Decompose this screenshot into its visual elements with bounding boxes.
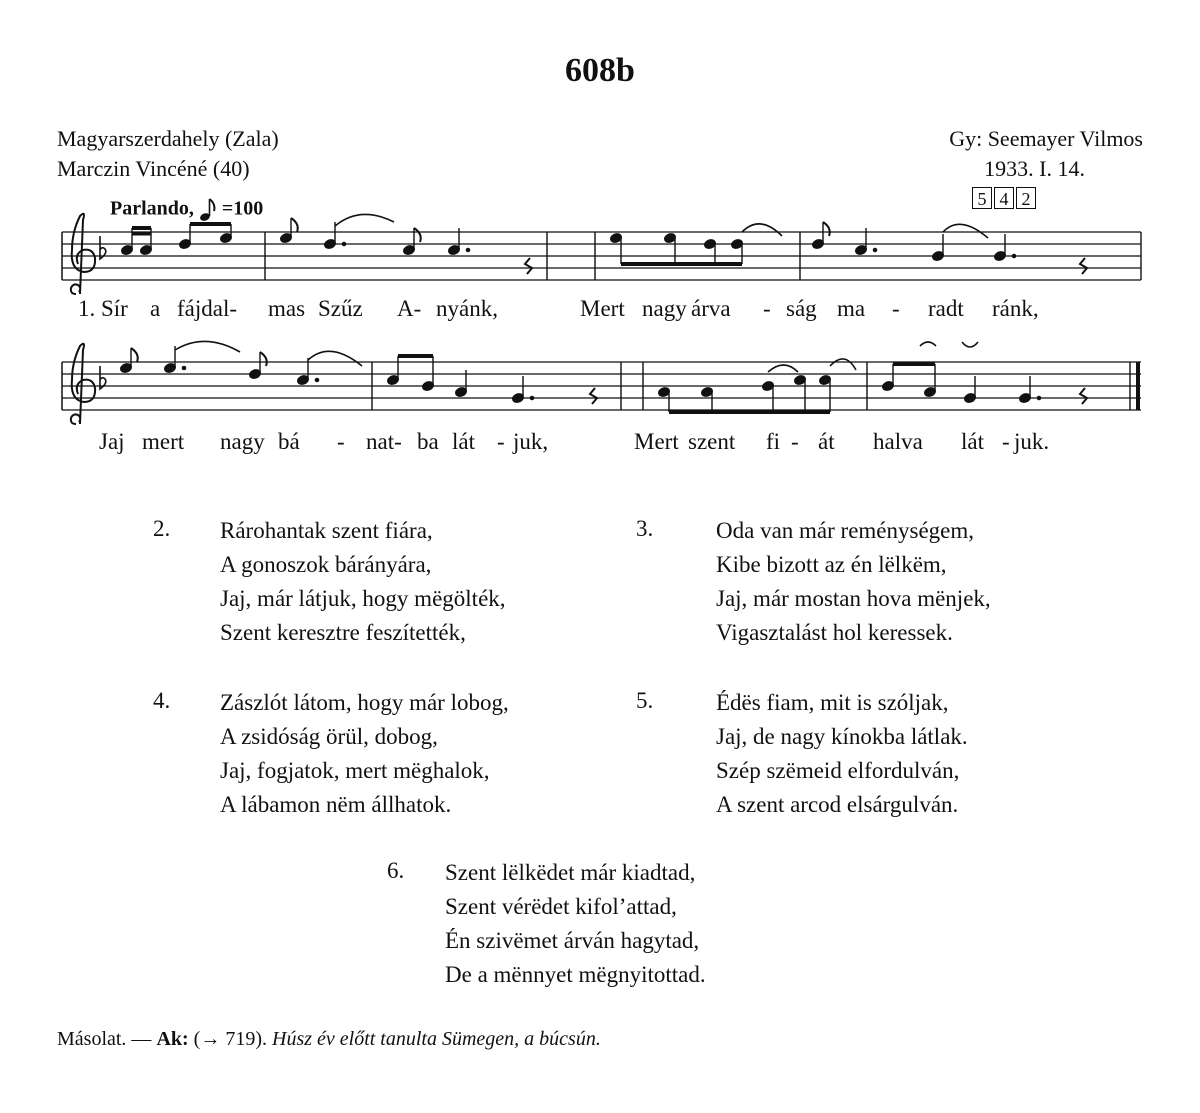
verse-text xyxy=(716,686,968,822)
lyric-syllable: nagy xyxy=(642,296,687,321)
collector-name: Gy: Seemayer Vilmos xyxy=(949,126,1143,151)
lyric-syllable: Szűz xyxy=(318,296,363,321)
lyric-syllable: ma xyxy=(837,296,866,321)
footer-ak-label: Ak: xyxy=(156,1028,189,1050)
footer-copy: Másolat. — xyxy=(57,1028,152,1050)
tempo-label: Parlando, xyxy=(110,197,194,220)
lyric-syllable: bá xyxy=(278,429,300,454)
verse-line: Édës fiam, mit is szóljak, xyxy=(716,690,949,715)
lyric-syllable: mas xyxy=(268,296,306,321)
verse-number: 4. xyxy=(153,688,171,713)
verse-line: Szent keresztre feszítették, xyxy=(220,620,466,645)
footer-remark: Húsz év előtt tanulta Sümegen, a búcsún. xyxy=(272,1028,601,1050)
singer-name: Marczin Vincéné (40) xyxy=(57,156,250,181)
verse-line: Szép szëmeid elfordulván, xyxy=(716,758,960,783)
lyric-syllable: fájdal- xyxy=(177,296,238,321)
lyric-syllable: radt xyxy=(928,296,964,321)
verse-line: Vigasztalást hol keressek. xyxy=(716,620,953,645)
verse-line: A lábamon nëm állhatok. xyxy=(220,792,452,817)
verse-line: Én szivëmet árván hagytad, xyxy=(445,928,700,953)
verse-line: Oda van már reménységem, xyxy=(716,518,975,543)
verse-text xyxy=(220,514,506,650)
lyric-syllable: - xyxy=(337,429,345,454)
collection-place: Magyarszerdahely (Zala) xyxy=(57,126,279,151)
verse-line: Szent vérëdet kifol’attad, xyxy=(445,894,677,919)
verse-line: Jaj, fogjatok, mert mëghalok, xyxy=(220,758,490,783)
verse-text xyxy=(716,514,991,650)
lyric-syllable: mert xyxy=(142,429,185,454)
lyric-syllable: nagy xyxy=(220,429,265,454)
tempo-value: =100 xyxy=(221,197,264,220)
notes-line-2 xyxy=(119,341,1087,412)
footer-note xyxy=(57,1028,601,1051)
lyric-syllable: ba xyxy=(417,429,439,454)
verse-line: Szent lëlkëdet már kiadtad, xyxy=(445,860,696,885)
verse-line: Zászlót látom, hogy már lobog, xyxy=(220,690,509,715)
verse-line: Jaj, de nagy kínokba látlak. xyxy=(716,724,968,749)
box-number: 5 xyxy=(972,187,992,209)
verse-line: A szent arcod elsárgulván. xyxy=(716,792,959,817)
lyric-syllable: A- xyxy=(397,296,422,321)
lyric-syllable: nat- xyxy=(366,429,402,454)
lyric-syllable: halva xyxy=(873,429,923,454)
verse-number: 3. xyxy=(636,516,654,541)
treble-clef-icon xyxy=(71,214,95,294)
verse-line: De a mënnyet mëgnyitottad. xyxy=(445,962,706,987)
collection-date: 1933. I. 14. xyxy=(984,156,1085,181)
verse-number: 5. xyxy=(636,688,654,713)
verse-line: Jaj, már mostan hova mënjek, xyxy=(716,586,991,611)
verse-number: 6. xyxy=(387,858,405,883)
lyric-syllable: - xyxy=(763,296,771,321)
lyric-syllable: - xyxy=(791,429,799,454)
verse-line: A zsidóság örül, dobog, xyxy=(220,724,438,749)
box-number: 2 xyxy=(1016,187,1036,209)
lyric-syllable: lát xyxy=(452,429,475,454)
verse-line: Rárohantak szent fiára, xyxy=(220,518,433,543)
lyric-syllable: nyánk, xyxy=(436,296,498,321)
verse-text xyxy=(220,686,509,822)
footer-reference: (→ 719). xyxy=(193,1028,267,1050)
lyric-syllable: a xyxy=(150,296,161,321)
lyric-syllable: szent xyxy=(688,429,736,454)
verse-line: Kibe bizott az én lëlkëm, xyxy=(716,552,947,577)
treble-clef-icon xyxy=(71,344,95,424)
lyric-syllable: ság xyxy=(786,296,817,321)
lyric-syllable: Mert xyxy=(634,429,679,454)
lyric-syllable: árva xyxy=(691,296,731,321)
lyric-syllable: ránk, xyxy=(992,296,1039,321)
lyric-syllable: át xyxy=(818,429,835,454)
lyric-syllable: lát xyxy=(961,429,984,454)
box-number: 4 xyxy=(994,187,1014,209)
lyric-syllable: 1. Sír xyxy=(78,296,128,321)
lyric-syllable: - xyxy=(497,429,505,454)
staff-system-2 xyxy=(62,362,1141,410)
lyric-syllable: Mert xyxy=(580,296,625,321)
lyric-syllable: juk, xyxy=(513,429,549,454)
verse-number: 2. xyxy=(153,516,171,541)
verse-text xyxy=(445,856,706,992)
lyric-syllable: Jaj xyxy=(99,429,125,454)
lyric-syllable: - xyxy=(892,296,900,321)
verse-line: A gonoszok bárányára, xyxy=(220,552,432,577)
verse-line: Jaj, már látjuk, hogy mëgölték, xyxy=(220,586,506,611)
song-number-title: 608b xyxy=(565,52,635,89)
lyric-syllable: - xyxy=(1002,429,1010,454)
lyric-syllable: juk. xyxy=(1014,429,1050,454)
lyric-syllable: fi xyxy=(766,429,781,454)
